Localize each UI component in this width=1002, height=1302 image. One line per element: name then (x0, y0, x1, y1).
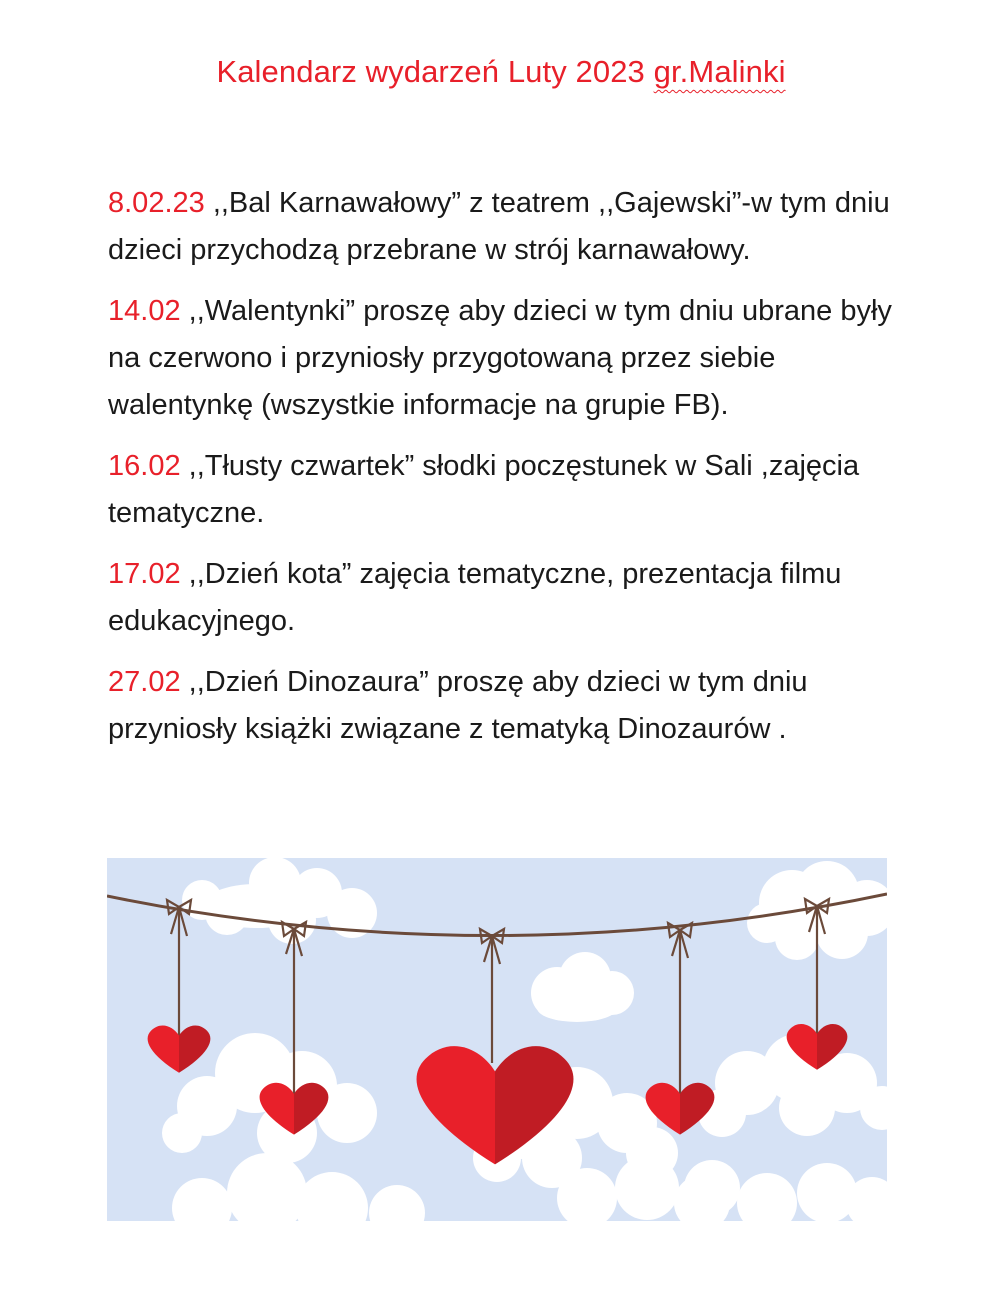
title-group-name: gr.Malinki (653, 54, 786, 89)
event-item (108, 180, 908, 274)
event-date: 14.02 (108, 295, 181, 327)
event-item (108, 288, 908, 429)
event-date: 8.02.23 (108, 187, 205, 219)
page-title (0, 54, 1002, 90)
event-item (108, 659, 908, 753)
valentine-hearts-illustration (107, 858, 887, 1221)
event-date: 27.02 (108, 666, 181, 698)
event-description: ,,Bal Karnawałowy” z teatrem ,,Gajewski”-w tym dniu dzieci przychodzą przebrane w strój karnawałowy. (108, 187, 890, 266)
event-description: ,,Tłusty czwartek” słodki poczęstunek w Sali ,zajęcia tematyczne. (108, 450, 860, 529)
event-description: ,,Walentynki” proszę aby dzieci w tym dniu ubrane były na czerwono i przyniosły przygotowaną przez siebie walentynkę (wszystkie informacje na grupie FB). (108, 295, 892, 421)
hanging-hearts-image (107, 858, 887, 1221)
event-item (108, 551, 908, 645)
event-description: ,,Dzień Dinozaura” proszę aby dzieci w tym dniu przyniosły książki związane z tematyką Dinozaurów . (108, 666, 808, 745)
event-item (108, 443, 908, 537)
event-date: 16.02 (108, 450, 181, 482)
event-date: 17.02 (108, 558, 181, 590)
event-list (108, 180, 908, 767)
title-main: Kalendarz wydarzeń Luty 2023 (216, 54, 654, 89)
event-description: ,,Dzień kota” zajęcia tematyczne, prezentacja filmu edukacyjnego. (108, 558, 842, 637)
